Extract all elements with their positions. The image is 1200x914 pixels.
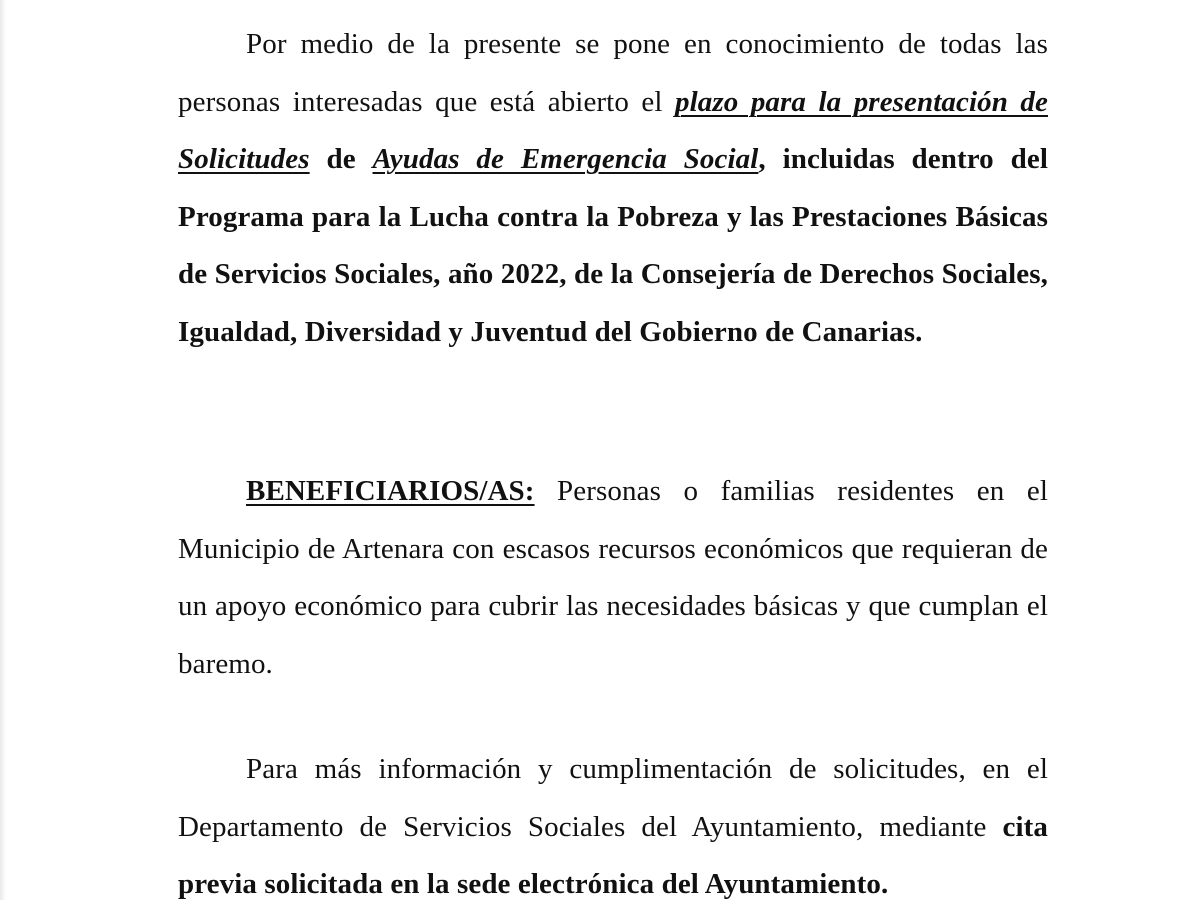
beneficiaries-paragraph <box>178 463 1048 693</box>
scan-edge-shadow <box>0 0 6 900</box>
aid-name: Ayudas de Emergencia Social <box>372 143 759 175</box>
appointment-text: cita previa solicitada en la sede electrónica del Ayuntamiento. <box>178 810 1048 900</box>
aid-name-comma: , <box>758 143 766 175</box>
beneficiaries-label: BENEFICIARIOS/AS: <box>246 475 535 507</box>
connector-text: de <box>309 143 373 175</box>
announcement-intro: Por medio de la presente se pone en conocimiento de todas las personas interesadas que está abierto el <box>178 28 1048 118</box>
program-text: incluidas dentro del Programa para la Lucha contra la Pobreza y las Prestaciones Básicas de Servicios Sociales, año 2022, de la Consejería de Derechos Sociales, Igualdad, Diversidad y Juventud del Gobierno de Canarias. <box>178 143 1048 348</box>
deadline-phrase: plazo para la presentación de Solicitudes <box>178 85 1048 175</box>
beneficiaries-text: Personas o familias residentes en el Municipio de Artenara con escasos recursos económicos que requieran de un apoyo económico para cubrir las necesidades básicas y que cumplan el baremo. <box>178 475 1048 680</box>
information-text: Para más información y cumplimentación de solicitudes, en el Departamento de Servicios Sociales del Ayuntamiento, mediante <box>178 753 1048 843</box>
information-paragraph <box>178 741 1048 914</box>
announcement-paragraph <box>178 16 1048 361</box>
